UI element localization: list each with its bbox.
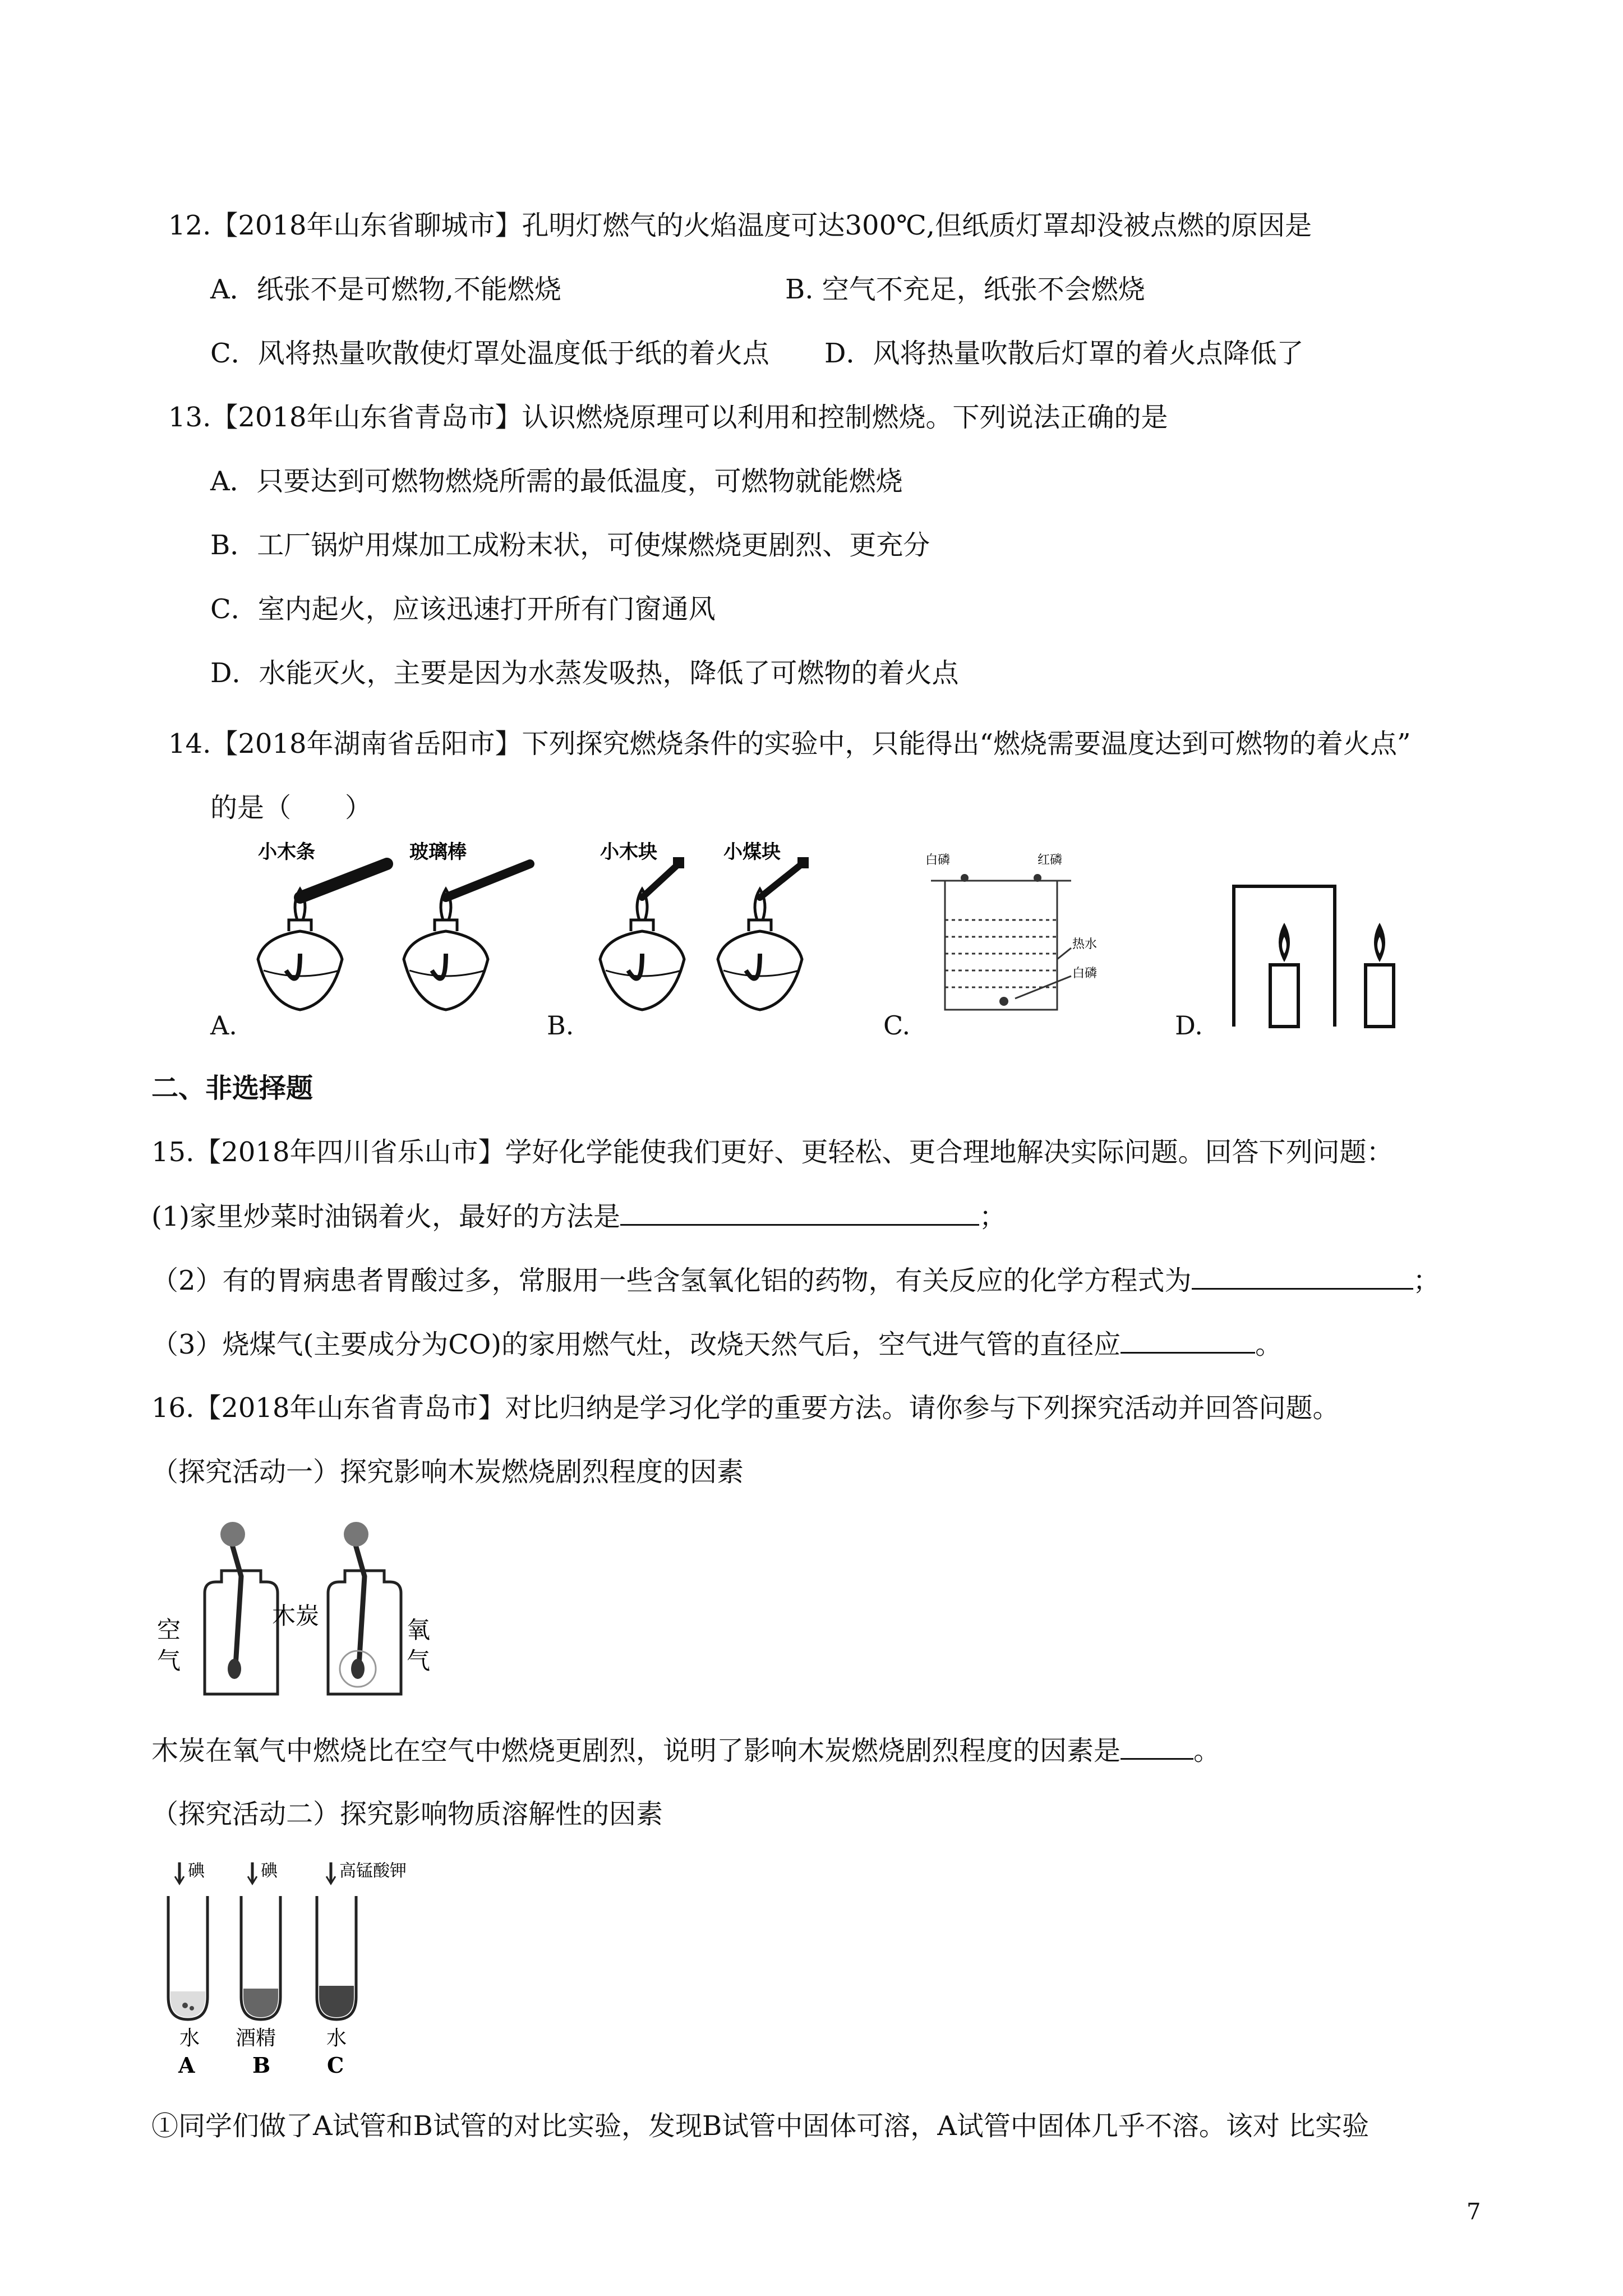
label-wood-block: 小木块 [600, 841, 657, 863]
q13-stem: 13.【2018年山东省青岛市】认识燃烧原理可以利用和控制燃烧。下列说法正确的是 [168, 402, 1168, 433]
q12-option-d: D．风将热量吹散后灯罩的着火点降低了 [824, 338, 1304, 369]
q14-option-a: A. [210, 1010, 237, 1041]
label-kmno4: 高锰酸钾 [339, 1861, 407, 1881]
label-white-p-bottom: 白磷 [1072, 967, 1098, 981]
q14-figure-a [247, 841, 538, 1027]
charcoal-jars-illustration [151, 1515, 443, 1700]
label-water-c: 水 [326, 2027, 347, 2050]
charcoal-combustion-figure [151, 1515, 443, 1700]
q15-part3 [151, 1327, 1282, 1361]
q16-activity1-question: 木炭在氧气中燃烧比在空气中燃烧更剧烈，说明了影响木炭燃烧剧烈程度的因素是 [151, 1735, 1121, 1766]
q14-figure-d [1223, 875, 1413, 1032]
q13-option-b: B．工厂锅炉用煤加工成粉末状，可使煤燃烧更剧烈、更充分 [210, 530, 930, 561]
q14-option-c: C. [883, 1010, 911, 1041]
q15-part2 [151, 1263, 1440, 1297]
q15-answer-blank-2[interactable] [1192, 1263, 1413, 1290]
label-water-a: 水 [179, 2027, 200, 2050]
label-oxygen-1: 氧 [407, 1616, 431, 1644]
q16-activity2-heading: （探究活动二）探究影响物质溶解性的因素 [151, 1798, 663, 1830]
q13-option-a: A．只要达到可燃物燃烧所需的最低温度，可燃物就能燃烧 [210, 466, 903, 497]
test-tubes-illustration [163, 1857, 454, 2081]
label-air-2: 气 [157, 1647, 181, 1674]
label-iodine-b: 碘 [261, 1861, 278, 1881]
label-oxygen-2: 气 [407, 1647, 431, 1674]
q14-option-b: B. [547, 1010, 574, 1041]
label-tube-b: B [252, 2053, 271, 2078]
q16-part1-text: ①同学们做了A试管和B试管的对比实验，发现B试管中固体可溶，A试管中固体几乎不溶。该对 比实验 [151, 2110, 1370, 2142]
q15-part2-end: ； [1413, 1265, 1440, 1296]
label-red-p: 红磷 [1038, 853, 1063, 867]
label-coal-block: 小煤块 [723, 841, 781, 863]
q14-stem-cont: 的是（ ） [210, 792, 372, 823]
q15-part1-end: ； [979, 1201, 1007, 1232]
q15-part3-end: 。 [1255, 1329, 1283, 1360]
q12-option-a: A．纸张不是可燃物,不能燃烧 [210, 274, 561, 305]
label-hot-water: 热水 [1072, 937, 1098, 951]
q13-option-d: D．水能灭火，主要是因为水蒸发吸热，降低了可燃物的着火点 [210, 657, 959, 689]
q14-figure-b [589, 841, 852, 1027]
page-number: 7 [1467, 2199, 1481, 2225]
section-heading: 二、非选择题 [151, 1073, 313, 1104]
q15-part1-text: (1)家里炒菜时油锅着火，最好的方法是 [151, 1201, 620, 1232]
label-alcohol-b: 酒精 [236, 2027, 276, 2050]
beaker-illustration [925, 847, 1105, 1027]
q12-stem: 12.【2018年山东省聊城市】孔明灯燃气的火焰温度可达300℃,但纸质灯罩却没被点燃的原因是 [168, 210, 1312, 241]
candles-illustration [1223, 875, 1413, 1032]
q15-stem: 15.【2018年四川省乐山市】学好化学能使我们更好、更轻松、更合理地解决实际问题。回答下列问题： [151, 1137, 1394, 1168]
q16-activity1-end: 。 [1193, 1735, 1221, 1766]
label-air-1: 空 [157, 1616, 181, 1644]
test-tubes-figure [163, 1857, 454, 2081]
label-charcoal: 木炭 [272, 1602, 320, 1630]
q13-option-c: C．室内起火，应该迅速打开所有门窗通风 [210, 593, 716, 625]
q15-part1 [151, 1199, 1006, 1234]
q15-part2-text: （2）有的胃病患者胃酸过多，常服用一些含氢氧化铝的药物，有关反应的化学方程式为 [151, 1265, 1192, 1296]
label-iodine-a: 碘 [188, 1861, 205, 1881]
q12-option-c: C．风将热量吹散使灯罩处温度低于纸的着火点 [210, 338, 769, 369]
q14-figure-c [925, 847, 1105, 1027]
label-tube-a: A [178, 2053, 195, 2078]
label-tube-c: C [327, 2053, 344, 2078]
q14-option-d: D. [1175, 1010, 1203, 1041]
q15-answer-blank-1[interactable] [620, 1199, 979, 1226]
label-wood-strip: 小木条 [258, 841, 315, 863]
q16-activity1-heading: （探究活动一）探究影响木炭燃烧剧烈程度的因素 [151, 1456, 744, 1488]
q15-answer-blank-3[interactable] [1121, 1327, 1255, 1354]
q16-activity1-text [151, 1733, 1220, 1768]
q16-stem: 16.【2018年山东省青岛市】对比归纳是学习化学的重要方法。请你参与下列探究活动并回答问题。 [151, 1392, 1340, 1424]
label-glass-rod: 玻璃棒 [409, 841, 467, 863]
q12-option-b: B. 空气不充足，纸张不会燃烧 [785, 274, 1145, 305]
q16-answer-blank-1[interactable] [1121, 1733, 1193, 1760]
q15-part3-text: （3）烧煤气(主要成分为CO)的家用燃气灶，改烧天然气后，空气进气管的直径应 [151, 1329, 1121, 1360]
alcohol-lamps-illustration-b [589, 841, 852, 1027]
label-white-p-top: 白磷 [925, 853, 951, 867]
q14-stem: 14.【2018年湖南省岳阳市】下列探究燃烧条件的实验中，只能得出“燃烧需要温度达到可燃物的着火点” [168, 728, 1411, 760]
alcohol-lamps-illustration [247, 841, 538, 1027]
